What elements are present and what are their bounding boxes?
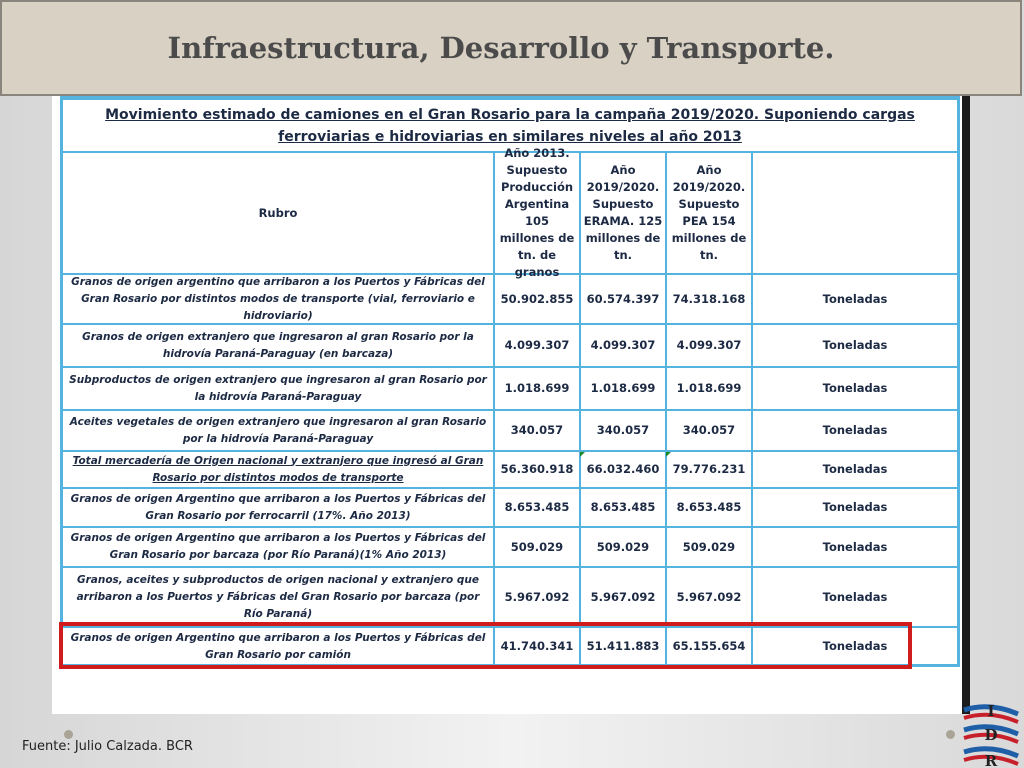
value-2013-cell: 41.740.341 [493, 628, 579, 665]
rubro-cell: Aceites vegetales de origen extranjero que ingresaron al gran Rosario por la hidrovía Paraná-Paraguay [69, 415, 487, 445]
value-pea-cell: 1.018.699 [665, 368, 751, 409]
value-erama-cell: 51.411.883 [579, 628, 665, 665]
data-table [60, 96, 960, 667]
table-heading: Movimiento estimado de camiones en el Gran Rosario para la campaña 2019/2020. Suponiendo cargas ferroviarias e hidroviarias en similares niveles al año 2013 [105, 106, 915, 145]
value-pea-cell: 509.029 [665, 528, 751, 566]
table-row [63, 368, 957, 411]
unit-cell: Toneladas [751, 368, 957, 409]
column-header-rubro: Rubro [258, 205, 298, 220]
value-erama-cell: 509.029 [579, 528, 665, 566]
value-2013-cell: 8.653.485 [493, 489, 579, 526]
rubro-cell: Total mercadería de Origen nacional y extranjero que ingresó al Gran Rosario por distintos modos de transporte [72, 454, 484, 484]
table-heading-cell [63, 100, 957, 151]
value-2013-cell: 56.360.918 [493, 452, 579, 487]
table-row [63, 568, 957, 628]
column-header-row [63, 146, 957, 279]
value-2013-cell: 4.099.307 [493, 325, 579, 366]
value-2013-cell: 5.967.092 [493, 568, 579, 626]
unit-cell: Toneladas [751, 452, 957, 487]
table-row [63, 528, 957, 568]
table-row [63, 411, 957, 452]
unit-cell: Toneladas [751, 489, 957, 526]
table-row [63, 275, 957, 325]
value-erama-cell: 8.653.485 [579, 489, 665, 526]
rubro-cell: Granos, aceites y subproductos de origen nacional y extranjero que arribaron a los Puertos y Fábricas del Gran Rosario por barcaza (por Río Paraná) [76, 573, 480, 620]
cell-marker [580, 452, 585, 457]
column-header-2013: Año 2013. Supuesto Producción Argentina 105 millones de tn. de granos [493, 153, 579, 273]
panel-edge [962, 96, 970, 714]
value-erama-cell: 5.967.092 [579, 568, 665, 626]
unit-cell: Toneladas [751, 275, 957, 323]
table-row-total [63, 452, 957, 489]
unit-cell: Toneladas [751, 325, 957, 366]
slide-title: Infraestructura, Desarrollo y Transporte. [167, 31, 835, 65]
rubro-cell: Granos de origen Argentino que arribaron a los Puertos y Fábricas del Gran Rosario por barcaza (por Río Paraná)(1% Año 2013) [70, 532, 486, 561]
value-pea-cell: 5.967.092 [665, 568, 751, 626]
value-2013-cell: 509.029 [493, 528, 579, 566]
value-pea-cell: 4.099.307 [665, 325, 751, 366]
value-pea-cell: 74.318.168 [665, 275, 751, 323]
value-erama-cell: 1.018.699 [579, 368, 665, 409]
value-pea-cell: 79.776.231 [665, 452, 751, 487]
value-erama-cell: 4.099.307 [579, 325, 665, 366]
rubro-cell: Subproductos de origen extranjero que ingresaron al gran Rosario por la hidrovía Paraná-Paraguay [69, 373, 487, 403]
value-pea-cell: 65.155.654 [665, 628, 751, 665]
unit-cell: Toneladas [751, 528, 957, 566]
value-2013-cell: 50.902.855 [493, 275, 579, 323]
value-pea-cell: 8.653.485 [665, 489, 751, 526]
column-header-erama: Año 2019/2020. Supuesto ERAMA. 125 millones de tn. [579, 153, 665, 273]
value-erama-cell: 66.032.460 [579, 452, 665, 487]
value-erama-cell: 340.057 [579, 411, 665, 450]
column-header-unit [751, 153, 957, 273]
rubro-cell: Granos de origen argentino que arribaron a los Puertos y Fábricas del Gran Rosario por distintos modos de transporte (vial, ferroviario e hidroviario) [71, 275, 485, 322]
logo-letter: D [984, 726, 998, 744]
bullet-dot-left [64, 730, 73, 739]
logo-letter: R [984, 752, 998, 768]
logo-letter: I [987, 702, 995, 720]
column-header-pea: Año 2019/2020. Supuesto PEA 154 millones de tn. [665, 153, 751, 273]
value-2013-cell: 340.057 [493, 411, 579, 450]
highlight-box [59, 622, 912, 669]
cell-marker [666, 452, 671, 457]
value-2013-cell: 1.018.699 [493, 368, 579, 409]
rubro-cell: Granos de origen Argentino que arribaron a los Puertos y Fábricas del Gran Rosario por ferrocarril (17%. Año 2013) [70, 492, 486, 522]
table-row [63, 489, 957, 528]
bullet-dot-right [946, 730, 955, 739]
rubro-cell: Granos de origen Argentino que arribaron a los Puertos y Fábricas del Gran Rosario por camión [70, 631, 486, 661]
idr-logo [962, 700, 1024, 768]
value-pea-cell: 340.057 [665, 411, 751, 450]
value-erama-cell: 60.574.397 [579, 275, 665, 323]
table-row [63, 325, 957, 368]
source-caption: Fuente: Julio Calzada. BCR [22, 739, 193, 754]
rubro-cell: Granos de origen extranjero que ingresaron al gran Rosario por la hidrovía Paraná-Paraguay (en barcaza) [82, 330, 474, 360]
unit-cell: Toneladas [751, 411, 957, 450]
title-bar [0, 0, 1022, 96]
unit-cell: Toneladas [751, 628, 957, 665]
unit-cell: Toneladas [751, 568, 957, 626]
